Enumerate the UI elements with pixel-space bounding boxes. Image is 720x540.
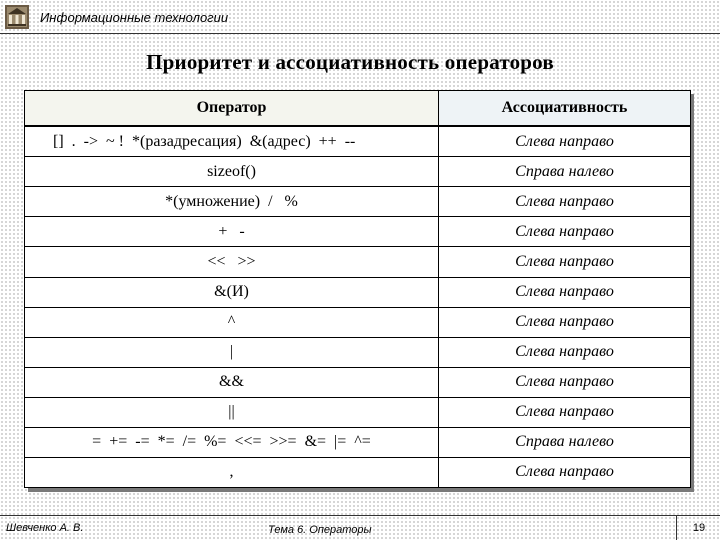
table-row xyxy=(25,427,691,457)
operator-cell: + - xyxy=(25,217,439,247)
associativity-cell: Слева направо xyxy=(439,397,691,427)
associativity-cell: Слева направо xyxy=(439,307,691,337)
column-header-operator: Оператор xyxy=(25,91,439,127)
slide-title: Приоритет и ассоциативность операторов xyxy=(146,50,554,74)
table-row xyxy=(25,307,691,337)
operator-cell: ^ xyxy=(25,307,439,337)
operators-table xyxy=(24,90,691,488)
operator-cell: sizeof() xyxy=(25,157,439,187)
header-divider xyxy=(0,33,720,34)
column-header-associativity: Ассоциативность xyxy=(439,91,691,127)
page-number: 19 xyxy=(676,516,720,540)
operator-cell: [] . -> ~ ! *(разадресация) &(адрес) ++ -- xyxy=(25,126,439,157)
operator-cell: | xyxy=(25,337,439,367)
operator-cell: && xyxy=(25,367,439,397)
table-row xyxy=(25,277,691,307)
university-building-icon xyxy=(4,4,30,30)
table-row xyxy=(25,337,691,367)
associativity-cell: Справа налево xyxy=(439,157,691,187)
operator-cell: || xyxy=(25,397,439,427)
slide-header xyxy=(0,0,720,36)
associativity-cell: Слева направо xyxy=(439,337,691,367)
footer-divider xyxy=(0,515,720,516)
associativity-cell: Слева направо xyxy=(439,277,691,307)
associativity-cell: Слева направо xyxy=(439,247,691,277)
operator-cell: = += -= *= /= %= <<= >>= &= |= ^= xyxy=(25,427,439,457)
table-row xyxy=(25,457,691,487)
table-row xyxy=(25,157,691,187)
table-header-row xyxy=(25,91,691,127)
operator-cell: << >> xyxy=(25,247,439,277)
table-row xyxy=(25,187,691,217)
course-title: Информационные технологии xyxy=(40,10,229,25)
operator-cell: , xyxy=(25,457,439,487)
table-row xyxy=(25,247,691,277)
associativity-cell: Справа налево xyxy=(439,427,691,457)
associativity-cell: Слева направо xyxy=(439,126,691,157)
footer-author: Шевченко А. В. xyxy=(6,522,84,534)
table-row xyxy=(25,367,691,397)
operators-table-container xyxy=(24,90,690,488)
table-row xyxy=(25,126,691,157)
associativity-cell: Слева направо xyxy=(439,217,691,247)
associativity-cell: Слева направо xyxy=(439,367,691,397)
associativity-cell: Слева направо xyxy=(439,457,691,487)
associativity-cell: Слева направо xyxy=(439,187,691,217)
table-row xyxy=(25,397,691,427)
footer-topic: Тема 6. Операторы xyxy=(268,524,372,536)
table-row xyxy=(25,217,691,247)
operator-cell: *(умножение) / % xyxy=(25,187,439,217)
operator-cell: &(И) xyxy=(25,277,439,307)
